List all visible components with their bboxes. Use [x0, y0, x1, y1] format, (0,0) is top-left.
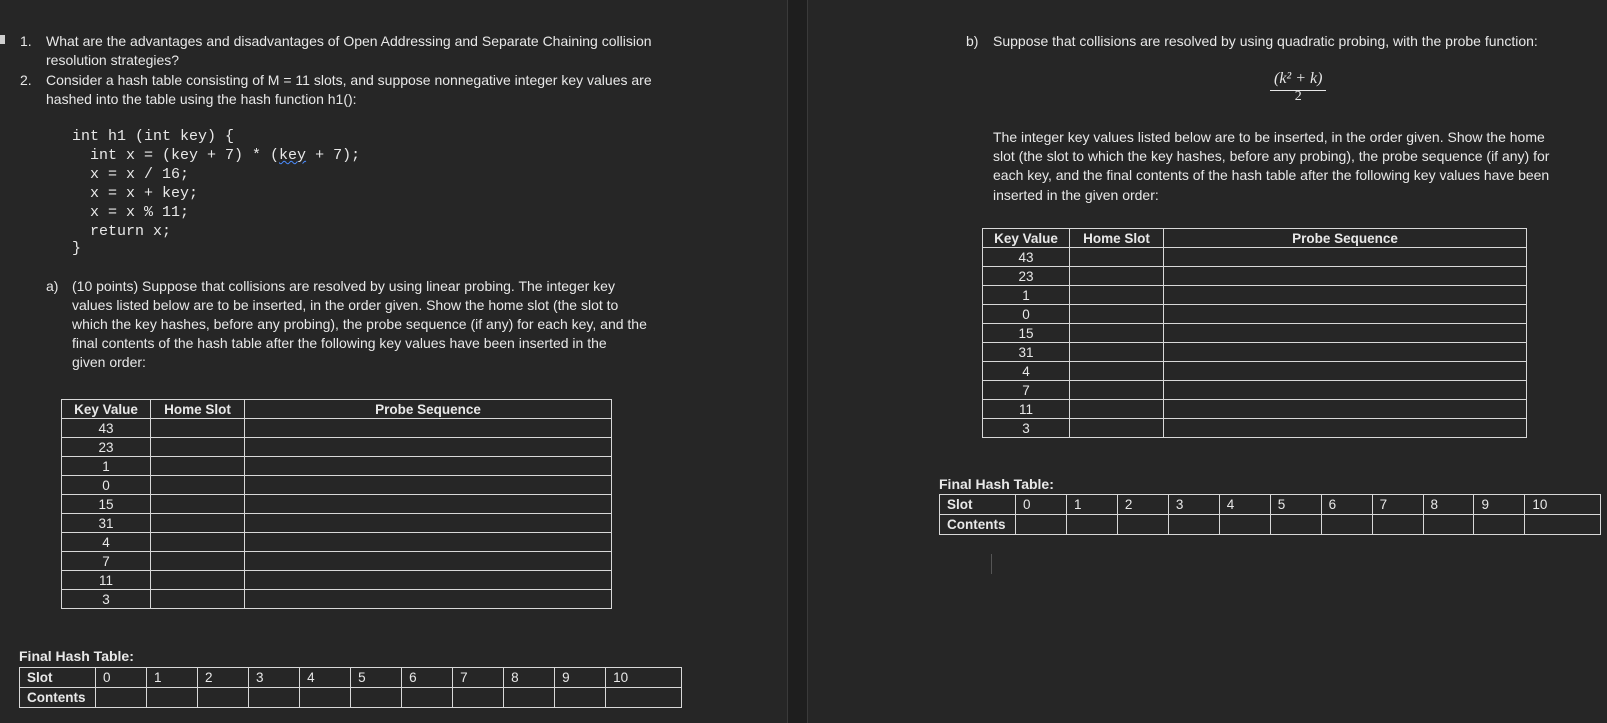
probe-sequence-cell[interactable] — [1164, 343, 1527, 362]
home-slot-cell[interactable] — [1070, 248, 1164, 267]
code-line-7: } — [72, 240, 82, 257]
probe-sequence-cell[interactable] — [245, 419, 612, 438]
probe-sequence-cell[interactable] — [1164, 419, 1527, 438]
key-cell: 7 — [983, 381, 1070, 400]
home-slot-cell[interactable] — [1070, 305, 1164, 324]
probe-sequence-cell[interactable] — [1164, 381, 1527, 400]
header-probe-sequence: Probe Sequence — [245, 400, 612, 419]
contents-cell[interactable] — [1117, 515, 1168, 535]
code-line-4: x = x + key; — [72, 185, 199, 202]
table-row — [983, 400, 1527, 419]
probe-sequence-cell[interactable] — [1164, 362, 1527, 381]
contents-cell[interactable] — [1270, 515, 1321, 535]
table-row — [62, 571, 612, 590]
part-a-label: a) — [46, 278, 59, 294]
key-cell: 31 — [983, 343, 1070, 362]
home-slot-cell[interactable] — [151, 590, 245, 609]
text-cursor — [991, 554, 992, 574]
table-row — [62, 495, 612, 514]
table-row — [983, 343, 1527, 362]
slot-number: 7 — [453, 668, 504, 688]
contents-cell[interactable] — [606, 688, 682, 708]
contents-cell[interactable] — [1219, 515, 1270, 535]
gutter-divider — [787, 0, 788, 723]
contents-cell[interactable] — [1525, 515, 1601, 535]
key-cell: 11 — [983, 400, 1070, 419]
part-b-label: b) — [966, 33, 979, 49]
slot-number: 2 — [1117, 495, 1168, 515]
probe-sequence-cell[interactable] — [1164, 324, 1527, 343]
home-slot-cell[interactable] — [151, 476, 245, 495]
table-row — [62, 457, 612, 476]
home-slot-cell[interactable] — [1070, 286, 1164, 305]
probe-sequence-cell[interactable] — [1164, 248, 1527, 267]
key-cell: 4 — [62, 533, 151, 552]
contents-cell[interactable] — [1474, 515, 1525, 535]
slot-row — [940, 495, 1601, 515]
home-slot-cell[interactable] — [1070, 343, 1164, 362]
part-a-line-5: given order: — [72, 354, 146, 370]
probe-sequence-cell[interactable] — [245, 457, 612, 476]
contents-cell[interactable] — [300, 688, 351, 708]
code-line-5: x = x % 11; — [72, 204, 190, 221]
table-row — [983, 419, 1527, 438]
key-cell: 23 — [62, 438, 151, 457]
table-header-row — [62, 400, 612, 419]
header-key-value: Key Value — [62, 400, 151, 419]
contents-cell[interactable] — [147, 688, 198, 708]
table-row — [62, 590, 612, 609]
slot-number: 6 — [402, 668, 453, 688]
probe-sequence-cell[interactable] — [1164, 286, 1527, 305]
key-cell: 3 — [983, 419, 1070, 438]
table-row — [983, 324, 1527, 343]
question-2-line-1: Consider a hash table consisting of M = 11 slots, and suppose nonnegative integer key values are — [46, 72, 652, 88]
linear-probe-table — [61, 399, 612, 609]
header-home-slot: Home Slot — [1070, 229, 1164, 248]
question-2-number: 2. — [20, 72, 32, 88]
question-1-line-1: What are the advantages and disadvantages of Open Addressing and Separate Chaining collision — [46, 33, 652, 49]
probe-sequence-cell[interactable] — [245, 590, 612, 609]
contents-label: Contents — [20, 688, 96, 708]
part-b-line-1: Suppose that collisions are resolved by using quadratic probing, with the probe function: — [993, 33, 1538, 49]
page-gutter — [787, 0, 808, 723]
home-slot-cell[interactable] — [1070, 381, 1164, 400]
contents-cell[interactable] — [1423, 515, 1474, 535]
final-hash-table — [19, 667, 682, 708]
home-slot-cell[interactable] — [1070, 400, 1164, 419]
code-line-6: return x; — [72, 223, 172, 240]
key-cell: 3 — [62, 590, 151, 609]
slot-number: 10 — [606, 668, 682, 688]
home-slot-cell[interactable] — [151, 552, 245, 571]
probe-sequence-cell[interactable] — [1164, 305, 1527, 324]
key-cell: 31 — [62, 514, 151, 533]
home-slot-cell[interactable] — [151, 457, 245, 476]
key-cell: 15 — [983, 324, 1070, 343]
key-cell: 1 — [983, 286, 1070, 305]
final-hash-table-title: Final Hash Table: — [19, 648, 134, 664]
slot-label: Slot — [940, 495, 1016, 515]
probe-sequence-cell[interactable] — [245, 571, 612, 590]
contents-cell[interactable] — [1168, 515, 1219, 535]
home-slot-cell[interactable] — [1070, 362, 1164, 381]
table-row — [62, 514, 612, 533]
question-2-line-2: hashed into the table using the hash function h1(): — [46, 91, 357, 107]
table-row — [62, 438, 612, 457]
key-cell: 11 — [62, 571, 151, 590]
slot-number: 9 — [1474, 495, 1525, 515]
slot-label: Slot — [20, 668, 96, 688]
header-probe-sequence: Probe Sequence — [1164, 229, 1527, 248]
code-line-2: int x = (key + 7) * (key + 7); — [72, 147, 361, 164]
contents-cell[interactable] — [351, 688, 402, 708]
contents-cell[interactable] — [1016, 515, 1067, 535]
home-slot-cell[interactable] — [151, 419, 245, 438]
formula-denominator: 2 — [1294, 91, 1302, 101]
key-cell: 0 — [62, 476, 151, 495]
home-slot-cell[interactable] — [1070, 419, 1164, 438]
final-hash-table-title: Final Hash Table: — [939, 476, 1054, 492]
slot-row — [20, 668, 682, 688]
probe-function-formula — [1270, 70, 1326, 101]
part-b-line-4: each key, and the final contents of the hash table after the following key values have been — [993, 167, 1550, 183]
home-slot-cell[interactable] — [1070, 324, 1164, 343]
slot-number: 4 — [1219, 495, 1270, 515]
slot-number: 1 — [1066, 495, 1117, 515]
probe-sequence-cell[interactable] — [245, 495, 612, 514]
key-cell: 43 — [62, 419, 151, 438]
table-row — [62, 476, 612, 495]
slot-number: 6 — [1321, 495, 1372, 515]
contents-cell[interactable] — [198, 688, 249, 708]
contents-row — [20, 688, 682, 708]
slot-number: 8 — [1423, 495, 1474, 515]
table-header-row — [983, 229, 1527, 248]
contents-cell[interactable] — [504, 688, 555, 708]
table-row — [983, 305, 1527, 324]
table-row — [62, 419, 612, 438]
code-line-1: int h1 (int key) { — [72, 128, 235, 145]
table-row — [62, 552, 612, 571]
left-page — [0, 0, 787, 723]
slot-number: 3 — [1168, 495, 1219, 515]
quadratic-probe-table — [982, 228, 1527, 438]
home-slot-cell[interactable] — [151, 495, 245, 514]
code-line-3: x = x / 16; — [72, 166, 190, 183]
table-row — [983, 286, 1527, 305]
table-row — [983, 248, 1527, 267]
question-1-line-2: resolution strategies? — [46, 52, 180, 68]
contents-cell[interactable] — [96, 688, 147, 708]
table-row — [983, 381, 1527, 400]
home-slot-cell[interactable] — [151, 533, 245, 552]
contents-row — [940, 515, 1601, 535]
final-hash-table — [939, 494, 1601, 535]
formula-numerator: (k² + k) — [1270, 70, 1326, 91]
slot-number: 5 — [1270, 495, 1321, 515]
slot-number: 10 — [1525, 495, 1601, 515]
part-a-line-2: values listed below are to be inserted, in the order given. Show the home slot (the slot to — [72, 297, 619, 313]
probe-sequence-cell[interactable] — [245, 514, 612, 533]
contents-cell[interactable] — [1066, 515, 1117, 535]
part-a-line-1: (10 points) Suppose that collisions are resolved by using linear probing. The integer key — [72, 278, 615, 294]
contents-cell[interactable] — [555, 688, 606, 708]
contents-cell[interactable] — [249, 688, 300, 708]
part-a-line-3: which the key hashes, before any probing), the probe sequence (if any) for each key, and the — [72, 316, 647, 332]
contents-cell[interactable] — [1321, 515, 1372, 535]
part-b-line-2: The integer key values listed below are to be inserted, in the order given. Show the home — [993, 129, 1545, 145]
key-cell: 4 — [983, 362, 1070, 381]
slot-number: 4 — [300, 668, 351, 688]
slot-number: 3 — [249, 668, 300, 688]
right-page — [808, 0, 1607, 723]
paragraph-marker-icon — [0, 35, 5, 44]
key-cell: 7 — [62, 552, 151, 571]
probe-sequence-cell[interactable] — [1164, 400, 1527, 419]
slot-number: 9 — [555, 668, 606, 688]
probe-sequence-cell[interactable] — [245, 533, 612, 552]
slot-number: 1 — [147, 668, 198, 688]
part-b-line-3: slot (the slot to which the key hashes, before any probing), the probe sequence (if any) for — [993, 148, 1550, 164]
key-cell: 15 — [62, 495, 151, 514]
part-a-line-4: final contents of the hash table after the following key values have been inserted in the — [72, 335, 607, 351]
home-slot-cell[interactable] — [151, 571, 245, 590]
header-key-value: Key Value — [983, 229, 1070, 248]
slot-number: 7 — [1372, 495, 1423, 515]
home-slot-cell[interactable] — [151, 438, 245, 457]
table-row — [983, 362, 1527, 381]
slot-number: 0 — [96, 668, 147, 688]
contents-cell[interactable] — [402, 688, 453, 708]
table-row — [62, 533, 612, 552]
contents-label: Contents — [940, 515, 1016, 535]
question-1-number: 1. — [20, 33, 32, 49]
table-row — [983, 267, 1527, 286]
home-slot-cell[interactable] — [1070, 267, 1164, 286]
key-cell: 1 — [62, 457, 151, 476]
header-home-slot: Home Slot — [151, 400, 245, 419]
probe-sequence-cell[interactable] — [1164, 267, 1527, 286]
probe-sequence-cell[interactable] — [245, 438, 612, 457]
contents-cell[interactable] — [1372, 515, 1423, 535]
slot-number: 8 — [504, 668, 555, 688]
key-cell: 43 — [983, 248, 1070, 267]
probe-sequence-cell[interactable] — [245, 552, 612, 571]
slot-number: 5 — [351, 668, 402, 688]
contents-cell[interactable] — [453, 688, 504, 708]
part-b-line-5: inserted in the given order: — [993, 187, 1159, 203]
home-slot-cell[interactable] — [151, 514, 245, 533]
key-cell: 23 — [983, 267, 1070, 286]
probe-sequence-cell[interactable] — [245, 476, 612, 495]
key-cell: 0 — [983, 305, 1070, 324]
slot-number: 0 — [1016, 495, 1067, 515]
slot-number: 2 — [198, 668, 249, 688]
